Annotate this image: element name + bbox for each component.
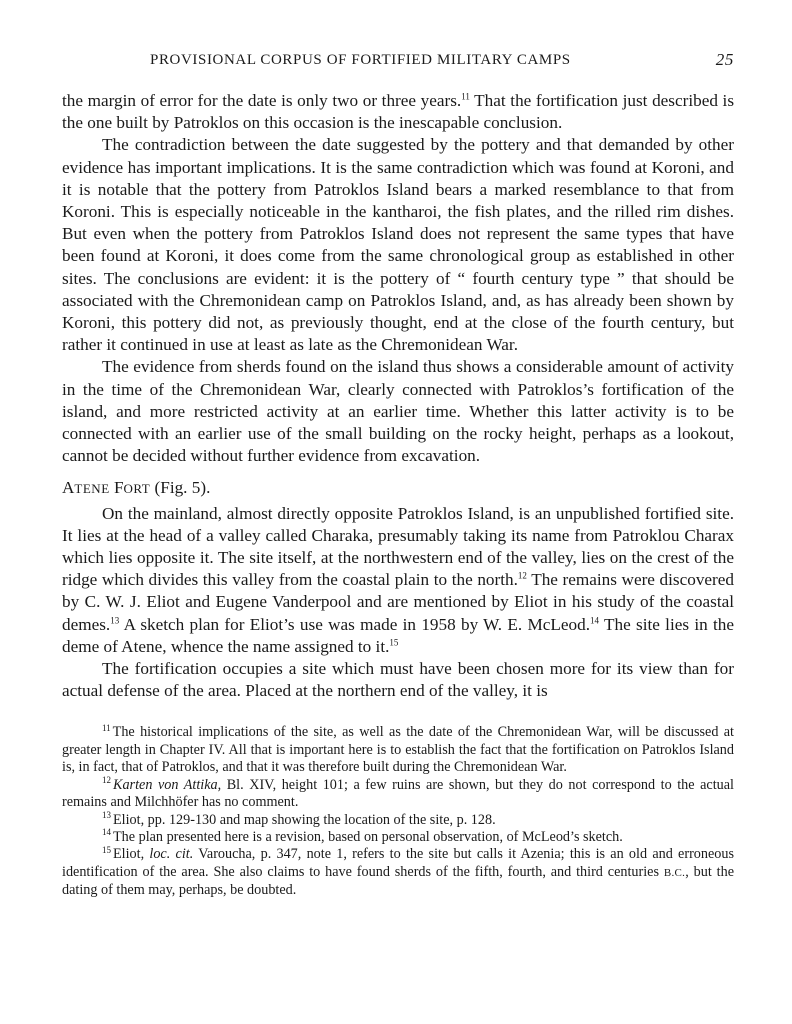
footnote — [62, 829, 734, 846]
footnote — [62, 846, 734, 899]
text-span: The site lies in the deme of Atene, whence the name assigned to it. — [62, 614, 734, 656]
footnote — [62, 809, 734, 829]
paragraph — [62, 90, 734, 134]
footnote-ref: 12 — [517, 570, 527, 581]
body-text — [62, 90, 734, 702]
footnote-number: 11 — [102, 722, 111, 733]
footnote-ref: 14 — [590, 614, 600, 625]
paragraph: The contradiction between the date suggested by the pottery and that demanded by other evidence has important implications. It is the same contradiction which was found at Koroni, and it is notable that the pottery from Patroklos Island bears a marked resemblance to that from Koroni. This is especially noticeable in the kantharoi, the fish plates, and the rilled rim dishes. But even when the pottery from Patroklos Island does not represent the same types that have been found at Koroni, it does come from the same chronological group as established in other sites. The conclusions are evident: it is the pottery of “ fourth century type ” that should be associated with the Chremonidean camp on Patroklos Island, and, as has already been shown by Koroni, this pottery did not, as previously thought, end at the close of the fourth century, but rather it continued in use at least as late as the Chremonidean War. — [62, 135, 734, 355]
footnote-text: Eliot, pp. 129-130 and map showing the location of the site, p. 128. — [113, 811, 496, 828]
text-span: On the mainland, almost directly opposite Patroklos Island, is an unpublished fortified site. It lies at the head of a valley called Charaka, presumably taking its name from Patroklou Charax which lies opposite it. The site itself, at the northwestern end of the valley, lies on the crest of the ridge which divides this valley from the coastal plain to the north. — [62, 503, 734, 590]
footnote-ref: 15 — [389, 637, 399, 648]
footnote-number: 14 — [102, 827, 111, 838]
figure-reference: (Fig. 5). — [154, 478, 211, 498]
text-span: The remains were discovered by C. W. J. Eliot and Eugene Vanderpool and are mentioned by Eliot in his study of the coastal demes. — [62, 570, 734, 634]
page — [62, 50, 734, 900]
paragraph: The evidence from sherds found on the island thus shows a considerable amount of activity in the time of the Chremonidean War, clearly connected with Patroklos’s fortification of the island, and more restricted activity at an earlier time. Whether this latter activity is to be connected with an earlier use of the small building on the rocky height, perhaps as a lookout, cannot be decided without further evidence from excavation. — [62, 357, 734, 466]
footnote-number: 12 — [102, 774, 111, 785]
heading-smallcaps: ORT — [123, 481, 151, 497]
footnote-ref: 11 — [461, 91, 470, 102]
footnote-text: Bl. XIV, height 101; a few ruins are shown, but they do not correspond to the actual remains and Milchhöfer has no comment. — [62, 776, 734, 811]
footnotes — [62, 724, 734, 899]
footnote-italic: Karten von Attika, — [113, 776, 222, 793]
footnote-number: 13 — [102, 809, 111, 820]
footnote-text: , but the dating of them may, perhaps, be doubted. — [62, 863, 734, 899]
paragraph — [62, 503, 734, 658]
heading-smallcaps: TENE — [74, 481, 110, 497]
footnote-text: Eliot, — [113, 846, 150, 863]
section-heading — [62, 477, 734, 500]
footnote-text: The plan presented here is a revision, based on personal observation, of McLeod’s sketch. — [113, 828, 623, 845]
text-span: That the fortification just described is the one built by Patroklos on this occasion is the inescapable conclusion. — [62, 91, 735, 133]
heading-letter: A — [62, 478, 75, 498]
footnote-ref: 13 — [110, 614, 120, 625]
text-span: A sketch plan for Eliot’s use was made in 1958 by W. E. McLeod. — [119, 614, 591, 634]
footnote-text: Varoucha, p. 347, note 1, refers to the site but calls it Azenia; this is an old and erroneous identification of the area. She also claims to have found sherds of the fifth, fourth, and third centuries — [62, 846, 734, 880]
footnote-number: 15 — [102, 844, 111, 855]
text-span: the margin of error for the date is only two or three years. — [62, 91, 462, 110]
heading-letter: F — [113, 478, 124, 498]
paragraph: The fortification occupies a site which must have been chosen more for its view than for actual defense of the area. Placed at the northern end of the valley, it is — [62, 659, 734, 701]
footnote-italic: loc. cit. — [149, 846, 194, 863]
footnote-text: The historical implications of the site, as well as the date of the Chremonidean War, will be discussed at greater length in Chapter IV. All that is important here is to establish the fact that the fortification on Patroklos Island is, in fact, that of Patroklos, and that it was therefore built during the Chremonidean War. — [62, 724, 734, 776]
page-number: 25 — [715, 50, 734, 69]
footnote-smallcaps: B.C. — [663, 866, 686, 879]
footnote — [62, 774, 734, 812]
footnote — [62, 724, 734, 776]
running-title: PROVISIONAL CORPUS OF FORTIFIED MILITARY CAMPS — [150, 52, 571, 68]
running-header — [62, 50, 734, 72]
